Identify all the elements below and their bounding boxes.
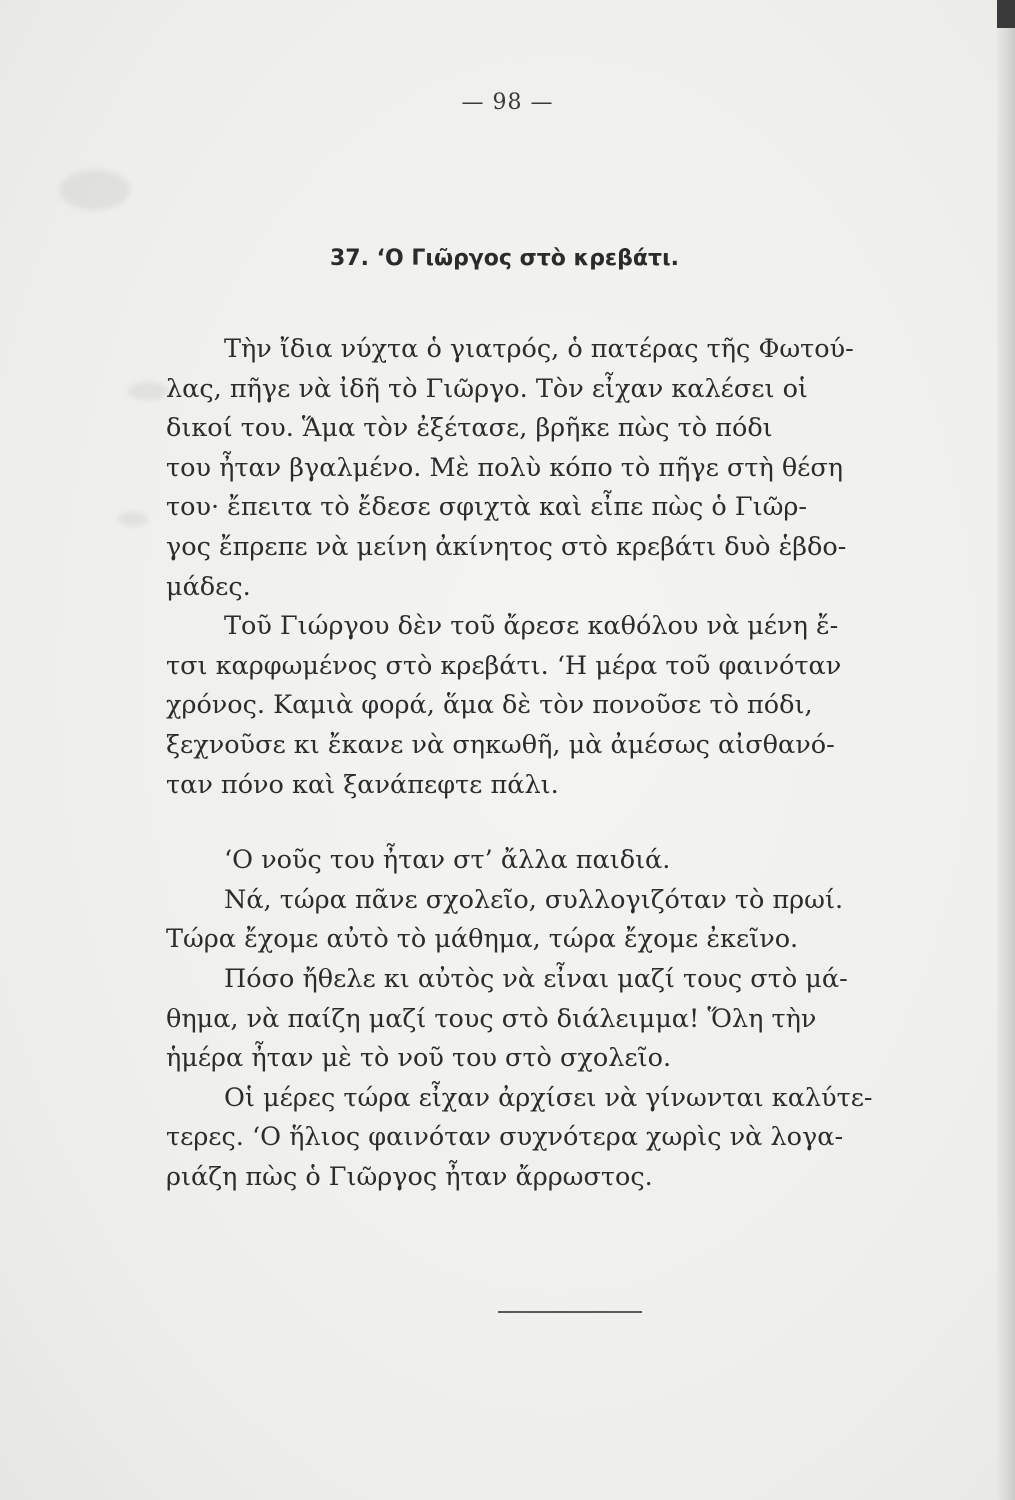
text-line: χρόνος. Καμιὰ φορά, ἅμα δὲ τὸν πονοῦσε τὸ πόδι, [166,690,813,721]
section-divider [498,1311,642,1313]
text-line: μάδες. [166,571,251,602]
text-line: ‘Ο νοῦς του ἦταν στ’ ἄλλα παιδιά. [224,845,671,876]
page-edge-shadow [997,0,1015,1500]
chapter-heading: 37. ‘Ο Γιῶργος στὸ κρεβάτι. [330,246,680,271]
text-line: λας, πῆγε νὰ ἰδῆ τὸ Γιῶργο. Τὸν εἶχαν καλέσει οἱ [166,373,808,404]
text-line: Τὴν ἴδια νύχτα ὁ γιατρός, ὁ πατέρας τῆς Φωτού- [224,334,854,364]
text-line: ἡμέρα ἦταν μὲ τὸ νοῦ του στὸ σχολεῖο. [166,1043,672,1074]
smudge [118,512,148,526]
text-line: δικοί του. Ἅμα τὸν ἐξέτασε, βρῆκε πὼς τὸ πόδι [166,413,773,444]
text-line: τσι καρφωμένος στὸ κρεβάτι. ‘Η μέρα τοῦ φαινόταν [166,650,842,681]
text-line: τερες. ‘Ο ἥλιος φαινόταν συχνότερα χωρὶς νὰ λογα- [166,1122,844,1153]
text-line: ταν πόνο καὶ ξανάπεφτε πάλι. [166,769,559,800]
text-line: θημα, νὰ παίζη μαζί τους στὸ διάλειμμα! Ὅλη τὴν [166,1003,817,1034]
text-line: ξεχνοῦσε κι ἔκανε νὰ σηκωθῆ, μὰ ἀμέσως αἰσθανό- [166,729,835,760]
page-number: — 98 — [461,90,554,115]
text-line: Οἱ μέρες τώρα εἶχαν ἀρχίσει νὰ γίνωνται καλύτε- [224,1082,873,1113]
paragraph-gap [166,805,966,841]
text-line: Τώρα ἔχομε αὐτὸ τὸ μάθημα, τώρα ἔχομε ἐκεῖνο. [166,924,799,955]
text-line: Τοῦ Γιώργου δὲν τοῦ ἄρεσε καθόλου νὰ μένη ἔ- [224,611,839,642]
text-line: του ἦταν βγαλμένο. Μὲ πολὺ κόπο τὸ πῆγε στὴ θέση [166,452,844,483]
text-line: ριάζη πὼς ὁ Γιῶργος ἦταν ἄρρωστος. [166,1161,653,1192]
text-line: γος ἔπρεπε νὰ μείνη ἀκίνητος στὸ κρεβάτι δυὸ ἑβδο- [166,531,847,562]
text-line: Νά, τώρα πᾶνε σχολεῖο, συλλογιζόταν τὸ πρωί. [224,884,844,915]
text-line: Πόσο ἤθελε κι αὐτὸς νὰ εἶναι μαζί τους στὸ μά- [224,963,848,994]
smudge [128,382,168,400]
text-line: του· ἔπειτα τὸ ἔδεσε σφιχτὰ καὶ εἶπε πὼς ὁ Γιῶρ- [166,492,807,523]
body-text [166,330,966,1197]
smudge [60,170,130,210]
corner-mark [997,0,1015,28]
